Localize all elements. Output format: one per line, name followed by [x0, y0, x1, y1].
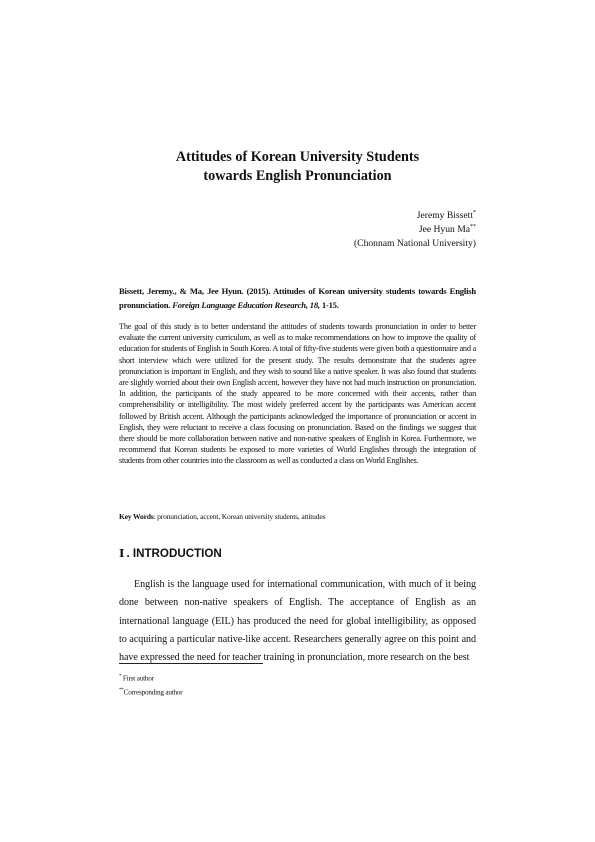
citation-journal: Foreign Language Education Research, 18,	[172, 299, 320, 310]
footnote-2-text: Corresponding author	[123, 688, 183, 697]
keywords-list: : pronunciation, accent, Korean university students, attitudes	[153, 512, 326, 521]
paper-title	[60, 148, 535, 186]
footnote-2	[119, 685, 183, 699]
author-1	[354, 209, 476, 223]
author-block	[354, 209, 476, 252]
section-title: . INTRODUCTION	[126, 547, 222, 560]
citation	[119, 285, 476, 312]
title-line-1: Attitudes of Korean University Students	[175, 149, 420, 165]
author-2-mark: **	[470, 224, 476, 231]
author-2-name: Jee Hyun Ma	[418, 224, 470, 236]
abstract: The goal of this study is to better understand the attitudes of students towards pronunciation in order to better evaluate the current university curriculum, as well as to make recommendations on how to improve the quality of education for students of English in South Korea. A total of fifty-five students were given both a questionnaire and a short interview which were utilized for the present study. The results demonstrate that the students agree pronunciation is important in English, and they wish to sound like a native speaker. It was also found that students are slightly worried about their own English accent, however they have not had much instruction on pronunciation. In addition, the participants of the study appeared to be more concerned with their accents, rather than comprehensibility or intelligibility. The most widely preferred accent by the participants was American accent followed by British accent. Although the participants acknowledged the importance of pronunciation or accent in English, they were reluctant to receive a class focusing on pronunciation. Based on the findings we suggest that there should be more collaboration between native and non-native speakers of English in Korea. Furthermore, we recommend that Korean students be exposed to more varieties of World Englishes through the integration of students from other countries into the classroom as well as conducted a class on World Englishes.	[119, 322, 476, 466]
footnote-1	[119, 671, 183, 685]
keywords	[119, 511, 476, 522]
footnote-1-text: First author	[122, 674, 154, 683]
intro-paragraph: English is the language used for international communication, with much of it being done between non-native speakers of English. The acceptance of English as an international language (EIL) has produced the need for global intelligibility, as opposed to acquiring a particular native-like accent. Researchers generally agree on this point and have expressed the need for teacher training in pronunciation, more research on the best	[119, 579, 476, 664]
author-1-name: Jeremy Bissett	[416, 210, 473, 221]
section-heading-introduction	[119, 546, 222, 562]
footnote-divider	[119, 663, 263, 664]
footnote-2-mark: **	[119, 687, 124, 693]
citation-text: Bissett, Jeremy., & Ma, Jee Hyun. (2015). Attitudes of Korean university students towards English pronunciation.	[119, 286, 476, 310]
author-2	[354, 223, 476, 237]
footnote-1-mark: *	[119, 674, 122, 679]
title-line-2: towards English Pronunciation	[203, 168, 392, 184]
affiliation: (Chonnam National University)	[353, 238, 476, 250]
section-number: Ⅰ	[119, 547, 125, 560]
keywords-label: Key Words	[119, 512, 154, 521]
footnotes	[119, 671, 183, 699]
author-1-mark: *	[473, 209, 476, 216]
citation-pages: 1-15.	[321, 299, 339, 310]
